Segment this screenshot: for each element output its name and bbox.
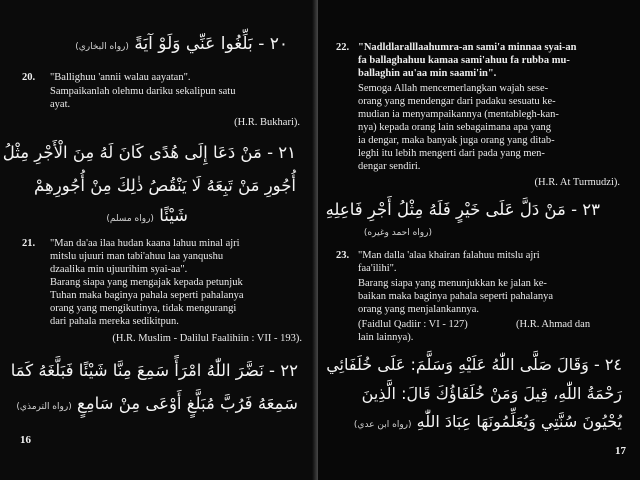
hadith-23-transliteration: faa'ilihi". (358, 263, 397, 274)
hadith-21-transliteration: "Man da'aa ilaa hudan kaana lahuu minal ajri (50, 238, 240, 249)
hadith-23-translation: baikan maka baginya pahala seperti pahalanya (358, 291, 554, 302)
hadith-21-arabic: ٢١ - مَنْ دَعَا إِلَى هُدًى كَانَ لَهُ مِنَ الْأَجْرِ مِثْلُ (2, 143, 296, 162)
hadith-23-translation: orang yang menjalankannya. (358, 304, 479, 315)
hadith-21-arabic-source: (رواه مسلم) (106, 214, 154, 224)
hadith-20-reference: (H.R. Bukhari). (234, 117, 300, 128)
hadith-21-arabic-text: شَيْئًا (159, 206, 188, 225)
hadith-22-translation: leghi itu lebih mengerti dari pada yang men- (358, 148, 545, 159)
hadith-23-arabic-source: (رواه احمد وغيره) (363, 228, 432, 238)
hadith-24-arabic: ٢٤ - وَقَالَ صَلَّى اللّٰهُ عَلَيْهِ وَسَلَّمَ: عَلَى خُلَفَائِي (326, 355, 622, 374)
hadith-22-arabic-source: (رواه الترمذي) (16, 402, 72, 412)
hadith-23-arabic: ٢٣ - مَنْ دَلَّ عَلَى خَيْرٍ فَلَهُ مِثْلُ أَجْرِ فَاعِلِهِ (325, 200, 600, 219)
hadith-21-translation: orang yang mengikutinya, tidak mengurangi (50, 303, 237, 314)
hadith-22-arabic (16, 394, 298, 413)
hadith-23-reference: lain lainnya). (358, 332, 414, 343)
hadith-22-arabic: ٢٢ - نَضَّرَ اللّٰهُ امْرَأً سَمِعَ مِنَّا شَيْئًا فَبَلَّغَهُ كَمَا (10, 361, 298, 380)
hadith-20-translation: ayat. (50, 99, 71, 110)
hadith-20-arabic-source: (رواه البخاري) (75, 42, 129, 52)
page-number-right: 17 (615, 445, 626, 457)
hadith-21-translation: Barang siapa yang mengajak kepada petunjuk (50, 277, 243, 288)
hadith-22-translation: ia dengar, maka banyak juga orang yang ditab- (358, 135, 555, 146)
hadith-22-transliteration: fa ballaghahuu kamaa sami'ahuu fa rubba mu- (358, 55, 570, 66)
hadith-21-transliteration: mitslu ujuuri man tabi'ahuu laa yanqushu (50, 251, 224, 262)
hadith-20-transliteration: "Ballighuu 'annii walau aayatan". (50, 72, 191, 83)
hadith-24-arabic-source: (رواه ابن عدي) (353, 420, 412, 430)
page-number-left: 16 (20, 434, 31, 446)
hadith-21-arabic: أُجُورِ مَنْ تَبِعَهُ لَا يَنْقُصُ ذٰلِكَ مِنْ أُجُورِهِمْ (34, 176, 296, 195)
hadith-24-arabic (354, 412, 622, 431)
hadith-21-translation: dari pahala mereka sedikitpun. (50, 316, 179, 327)
hadith-23-translation: Barang siapa yang menunjukkan ke jalan ke- (358, 278, 547, 289)
hadith-22-translation: Semoga Allah mencemerlangkan wajah sese- (358, 83, 549, 94)
hadith-20-translation: Sampaikanlah olehmu dariku sekalipun satu (50, 86, 236, 97)
hadith-21-number: 21. (22, 238, 36, 249)
hadith-20-arabic-text: ٢٠ - بَلِّغُوا عَنِّي وَلَوْ آيَةً (134, 34, 288, 54)
hadith-22-arabic-text: سَمِعَهُ فَرُبَّ مُبَلَّغٍ أَوْعَى مِنْ سَامِعٍ (76, 394, 298, 413)
hadith-20-number: 20. (22, 72, 36, 83)
hadith-23-reference: (H.R. Ahmad dan (516, 319, 591, 330)
hadith-21-translation: Tuhan maka baginya pahala seperti pahalanya (50, 290, 244, 301)
hadith-22-transliteration: "Nadldlaralllaahumra-an sami'a minnaa syai-an (358, 42, 577, 53)
right-page (318, 0, 640, 480)
hadith-22-translation: orang yang mendengar dari padaku sesuatu ke- (358, 96, 556, 107)
hadith-22-number: 22. (336, 42, 350, 53)
hadith-21-arabic (106, 206, 188, 225)
hadith-22-translation: dengar sendiri. (358, 161, 421, 172)
hadith-22-transliteration: ballaghin au'aa min saami'in". (358, 68, 497, 79)
hadith-24-arabic-text: يُحْيُونَ سُنَّتِي وَيُعَلِّمُونَهَا عِبَادَ اللّٰهِ (416, 412, 622, 431)
hadith-23-transliteration: "Man dalla 'alaa khairan falahuu mitslu ajri (358, 250, 540, 261)
hadith-24-arabic: رَحْمَةُ اللّٰهِ، قِيلَ وَمَنْ خُلَفَاؤُكَ قَالَ: الَّذِينَ (361, 384, 622, 403)
hadith-22-reference: (H.R. At Turmudzi). (534, 177, 620, 188)
hadith-21-reference: (H.R. Muslim - Dalilul Faalihiin : VII - 193). (112, 333, 302, 344)
hadith-22-translation: nya) kepada orang lain sebagaimana apa yang (358, 122, 551, 133)
hadith-21-transliteration: dzaalika min ujuurihim syai-aa". (50, 264, 188, 275)
hadith-23-reference: (Faidlul Qadiir : VI - 127) (358, 319, 468, 330)
left-page (0, 0, 318, 480)
hadith-20-arabic (75, 34, 288, 54)
hadith-22-translation: mudian ia menyampaikannya (mentablegh-kan- (358, 109, 559, 120)
hadith-23-number: 23. (336, 250, 350, 261)
